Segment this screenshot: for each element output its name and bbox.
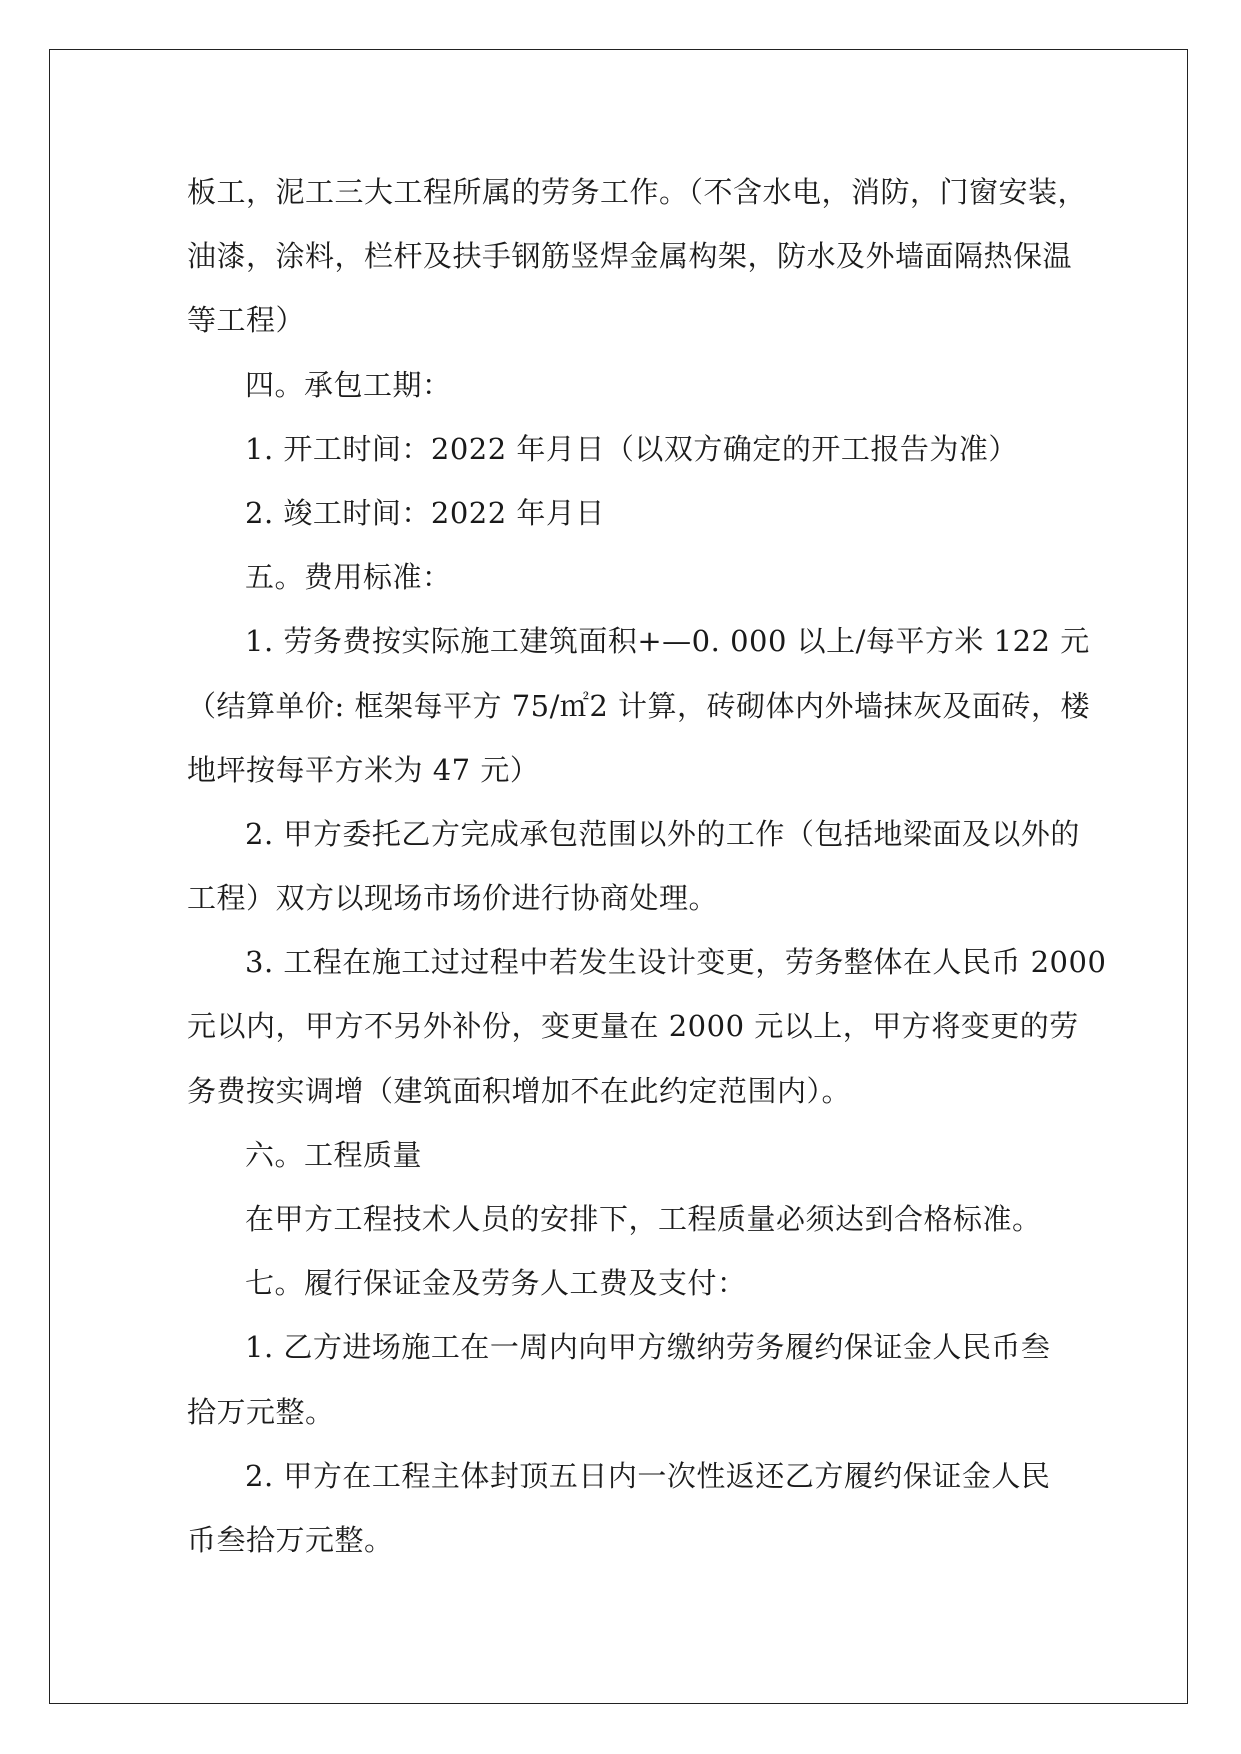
- text-line: 2. 甲方委托乙方完成承包范围以外的工作（包括地梁面及以外的: [245, 816, 1080, 851]
- section-heading: 四。承包工期：: [245, 367, 452, 402]
- text-line: 油漆，涂料，栏杆及扶手钢筋竖焊金属构架，防水及外墙面隔热保温: [187, 239, 1073, 274]
- text-line: 在甲方工程技术人员的安排下，工程质量必须达到合格标准。: [245, 1202, 1042, 1236]
- text-line: 元以内，甲方不另外补份，变更量在 2000 元以上，甲方将变更的劳: [187, 1009, 1079, 1044]
- text-line: 3. 工程在施工过过程中若发生设计变更，劳务整体在人民币 2000: [245, 945, 1107, 980]
- text-line: 等工程）: [187, 303, 306, 338]
- text-line: 务费按实调增（建筑面积增加不在此约定范围内）。: [187, 1073, 852, 1108]
- text-line: 2. 甲方在工程主体封顶五日内一次性返还乙方履约保证金人民: [245, 1458, 1051, 1493]
- text-line: 拾万元整。: [187, 1394, 335, 1429]
- text-line: 1. 开工时间：2022 年月日（以双方确定的开工报告为准）: [245, 431, 1018, 466]
- text-line: 地坪按每平方米为 47 元）: [187, 752, 540, 787]
- section-heading: 七。履行保证金及劳务人工费及支付：: [245, 1266, 747, 1301]
- section-heading: 五。费用标准：: [245, 560, 452, 595]
- text-line: 币叁拾万元整。: [187, 1522, 394, 1557]
- text-line: （结算单价: 框架每平方 75/㎡2 计算，砖砌体内外墙抹灰及面砖，楼: [187, 688, 1091, 723]
- document-body: [187, 160, 1107, 1572]
- text-line: 板工，泥工三大工程所属的劳务工作。（不含水电，消防，门窗安装，: [187, 175, 1088, 209]
- text-line: 2. 竣工时间：2022 年月日: [245, 495, 605, 530]
- text-line: 工程）双方以现场市场价进行协商处理。: [187, 881, 719, 916]
- section-heading: 六。工程质量: [245, 1137, 423, 1172]
- text-line: 1. 劳务费按实际施工建筑面积+—0. 000 以上/每平方米 122 元: [245, 624, 1090, 659]
- text-line: 1. 乙方进场施工在一周内向甲方缴纳劳务履约保证金人民币叁: [245, 1330, 1051, 1365]
